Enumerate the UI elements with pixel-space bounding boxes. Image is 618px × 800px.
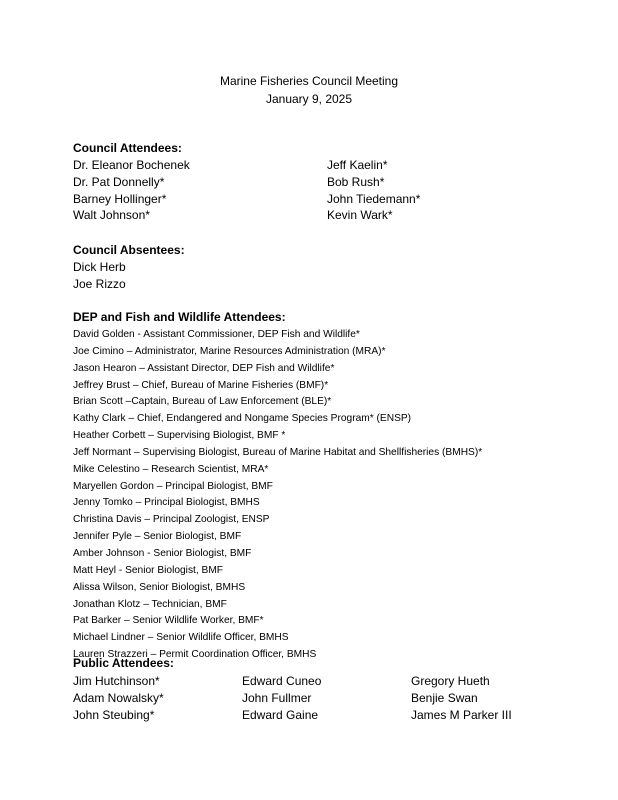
staff-entry: Jenny Tomko – Principal Biologist, BMHS bbox=[73, 497, 260, 509]
staff-entry: Matt Heyl - Senior Biologist, BMF bbox=[73, 564, 224, 576]
attendee-name: Dr. Eleanor Bochenek bbox=[73, 158, 190, 172]
staff-entry: Amber Johnson - Senior Biologist, BMF bbox=[73, 547, 252, 559]
staff-entry: Mike Celestino – Research Scientist, MRA* bbox=[73, 463, 269, 475]
meeting-title: Marine Fisheries Council Meeting bbox=[219, 74, 399, 88]
meeting-date: January 9, 2025 bbox=[265, 92, 353, 106]
public-attendees-column-1 bbox=[73, 673, 164, 723]
staff-entry: Christina Davis – Principal Zoologist, ENSP bbox=[73, 514, 270, 526]
attendee-name: Barney Hollinger* bbox=[73, 191, 167, 206]
staff-entry: Joe Cimino – Administrator, Marine Resources Administration (MRA)* bbox=[73, 345, 386, 357]
staff-entry: Brian Scott –Captain, Bureau of Law Enforcement (BLE)* bbox=[73, 396, 332, 408]
staff-entry: Jason Hearon – Assistant Director, DEP Fish and Wildlife* bbox=[73, 362, 335, 374]
dep-attendees-heading: DEP and Fish and Wildlife Attendees: bbox=[73, 310, 286, 324]
attendee-name: John Tiedemann* bbox=[327, 191, 421, 206]
staff-entry: Heather Corbett – Supervising Biologist, BMF * bbox=[73, 430, 286, 442]
staff-entry: David Golden - Assistant Commissioner, DEP Fish and Wildlife* bbox=[73, 329, 360, 340]
attendee-name: Dr. Pat Donnelly* bbox=[73, 174, 165, 189]
public-attendee-name: Jim Hutchinson* bbox=[73, 674, 160, 688]
public-attendee-name: Edward Cuneo bbox=[242, 674, 322, 688]
staff-entry: Maryellen Gordon – Principal Biologist, BMF bbox=[73, 480, 273, 492]
council-absentees-heading: Council Absentees: bbox=[73, 243, 185, 257]
public-attendee-name: John Steubing* bbox=[73, 707, 155, 722]
dep-attendees-list bbox=[73, 327, 482, 664]
staff-entry: Jennifer Pyle – Senior Biologist, BMF bbox=[73, 531, 242, 543]
public-attendee-name: James M Parker III bbox=[411, 707, 512, 722]
staff-entry: Jonathan Klotz – Technician, BMF bbox=[73, 598, 227, 610]
staff-entry: Lauren Strazzeri – Permit Coordination Officer, BMHS bbox=[73, 649, 317, 661]
absentee-name: Joe Rizzo bbox=[73, 276, 126, 291]
attendee-name: Jeff Kaelin* bbox=[327, 158, 388, 172]
attendee-name: Walt Johnson* bbox=[73, 208, 150, 223]
public-attendee-name: Gregory Hueth bbox=[411, 674, 490, 688]
staff-entry: Michael Lindner – Senior Wildlife Officer, BMHS bbox=[73, 632, 289, 644]
staff-entry: Pat Barker – Senior Wildlife Worker, BMF* bbox=[73, 615, 264, 627]
attendee-name: Bob Rush* bbox=[327, 174, 385, 189]
public-attendee-name: Adam Nowalsky* bbox=[73, 690, 164, 705]
public-attendees-column-3 bbox=[411, 673, 512, 723]
council-absentees-list bbox=[73, 259, 126, 293]
public-attendee-name: Edward Gaine bbox=[242, 707, 319, 722]
public-attendees-heading: Public Attendees: bbox=[73, 656, 174, 670]
public-attendees-column-2 bbox=[242, 673, 321, 723]
staff-entry: Alissa Wilson, Senior Biologist, BMHS bbox=[73, 581, 246, 593]
absentee-name: Dick Herb bbox=[73, 260, 126, 274]
staff-entry: Kathy Clark – Chief, Endangered and Nongame Species Program* (ENSP) bbox=[73, 413, 412, 425]
council-attendees-left-column bbox=[73, 157, 190, 224]
public-attendee-name: Benjie Swan bbox=[411, 690, 478, 705]
public-attendee-name: John Fullmer bbox=[242, 690, 312, 705]
attendee-name: Kevin Wark* bbox=[327, 208, 393, 223]
staff-entry: Jeff Normant – Supervising Biologist, Bureau of Marine Habitat and Shellfisheries (BMHS)* bbox=[73, 446, 483, 458]
staff-entry: Jeffrey Brust – Chief, Bureau of Marine Fisheries (BMF)* bbox=[73, 379, 329, 391]
council-attendees-right-column bbox=[327, 157, 420, 224]
council-attendees-heading: Council Attendees: bbox=[73, 141, 182, 155]
